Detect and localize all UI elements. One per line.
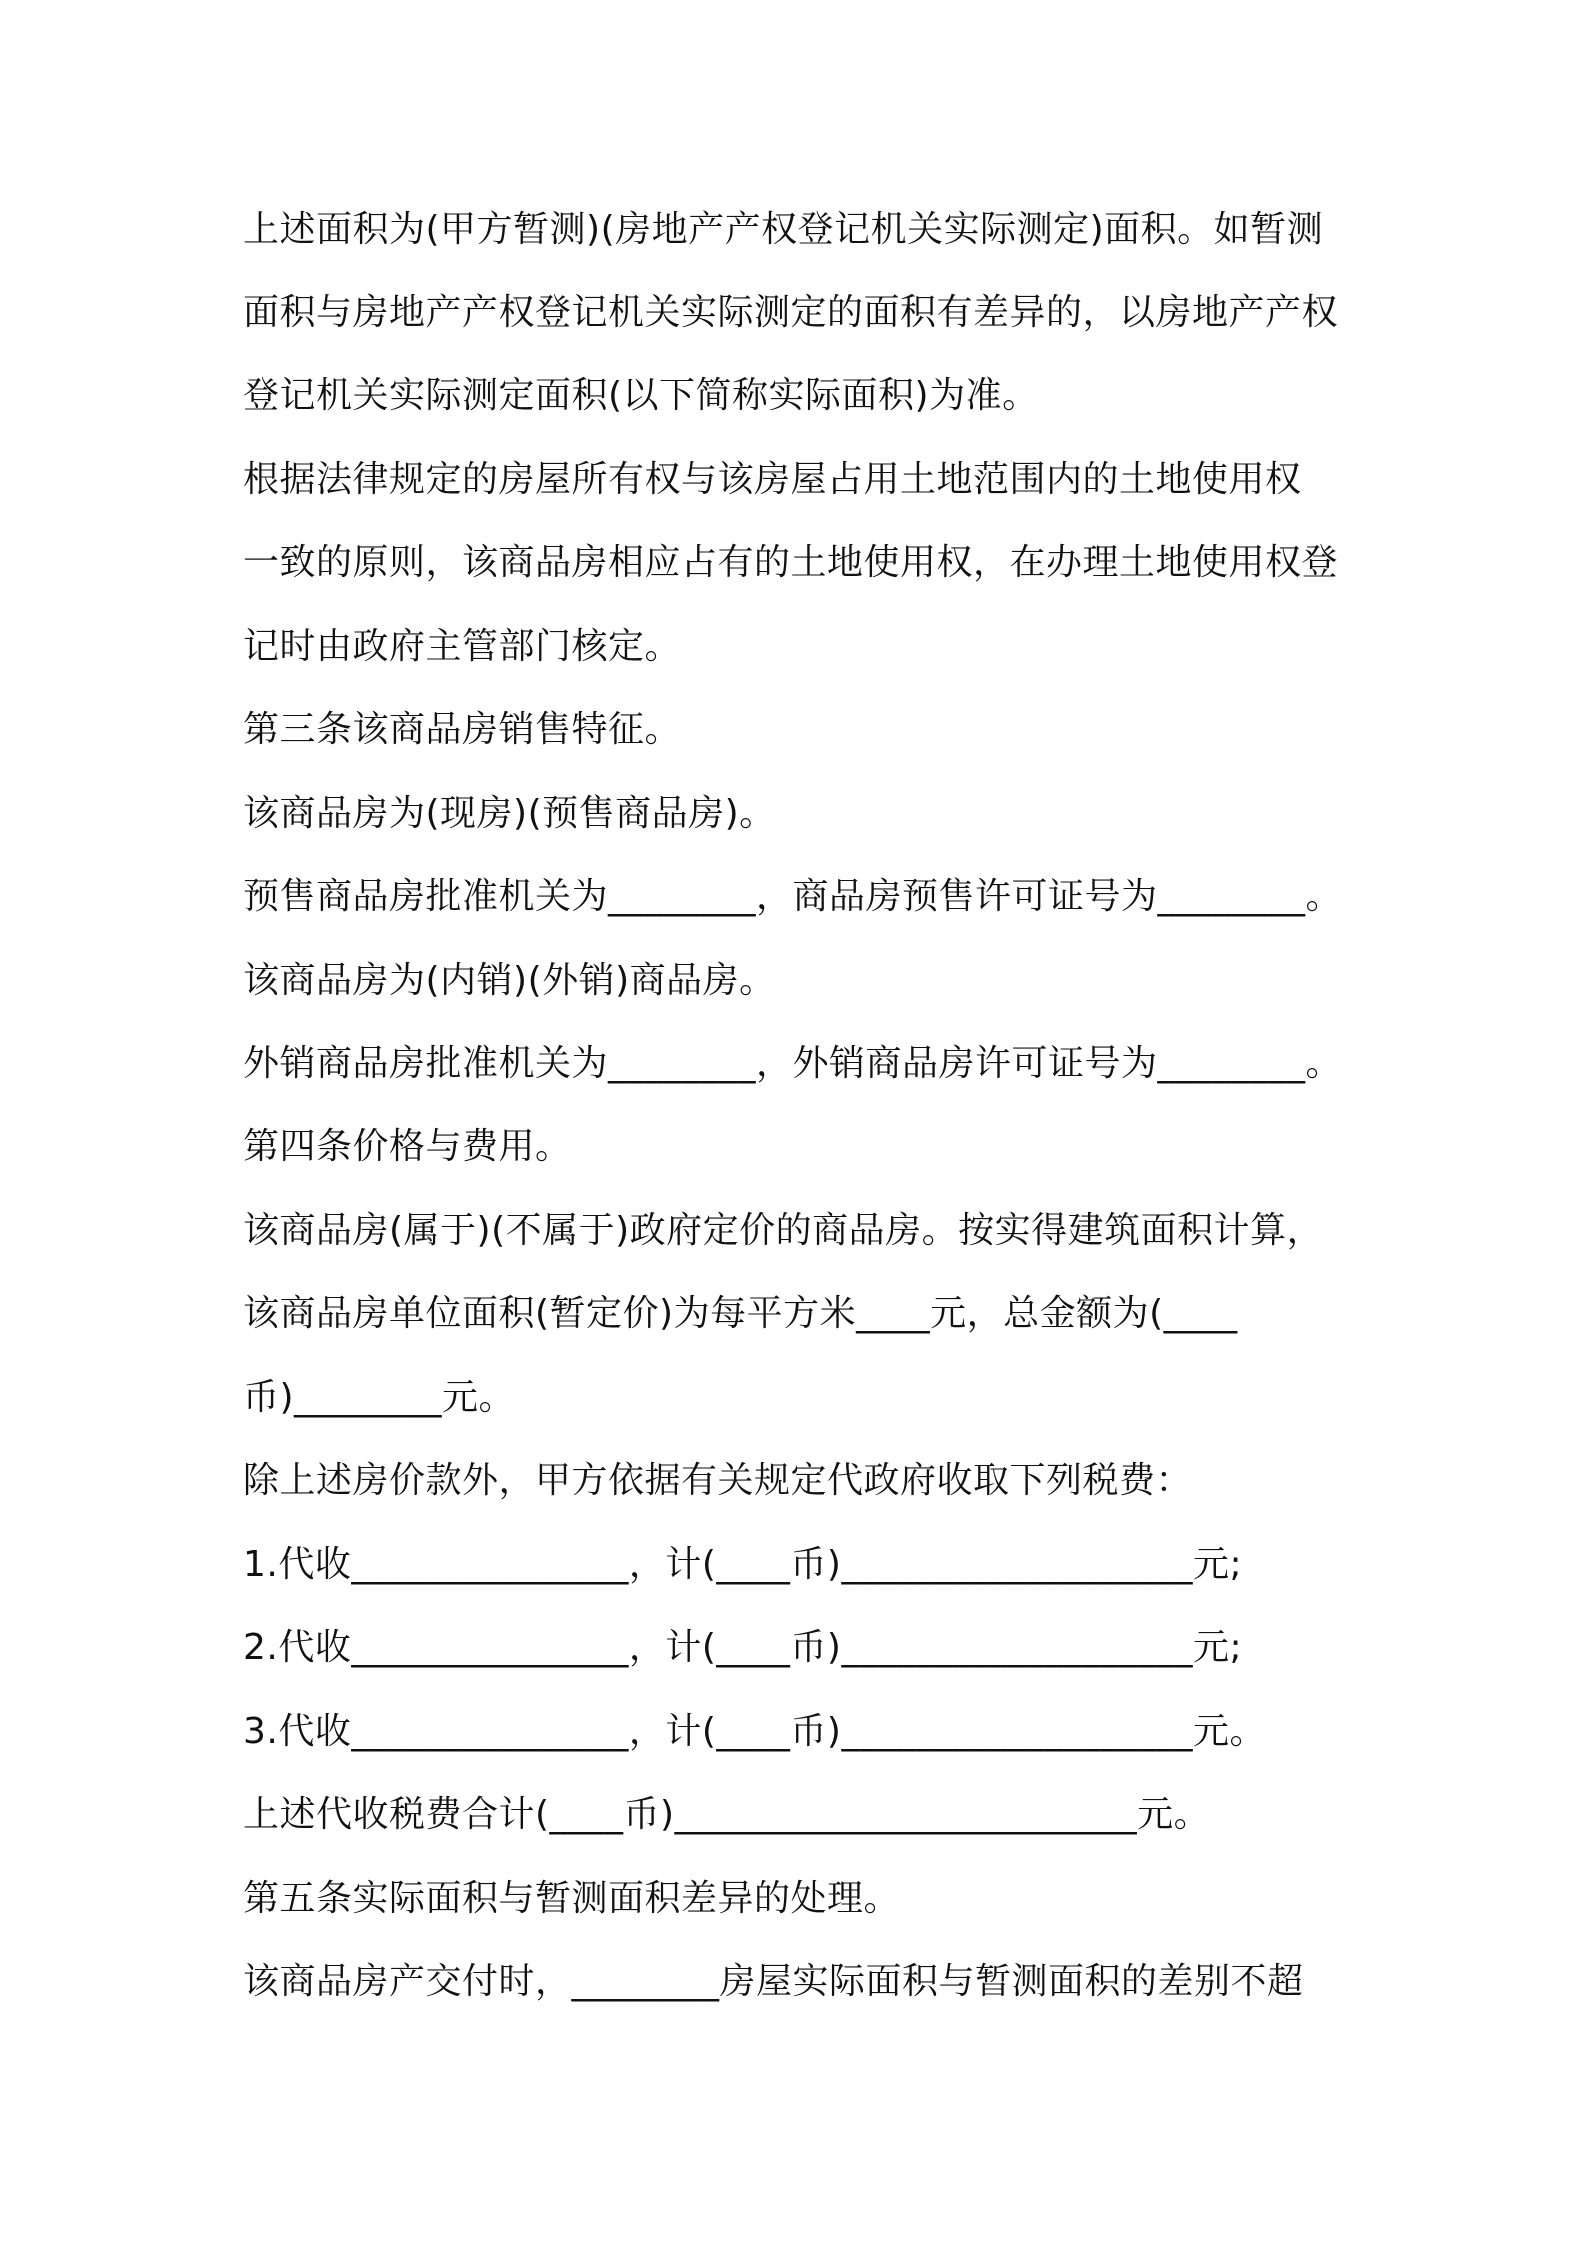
paragraph-line: 面积与房地产产权登记机关实际测定的面积有差异的，以房地产产权	[243, 292, 1339, 333]
paragraph-line: 币)________元。	[243, 1377, 516, 1418]
paragraph-line: 记时由政府主管部门核定。	[243, 626, 682, 667]
paragraph-line: 登记机关实际测定面积(以下简称实际面积)为准。	[243, 375, 1039, 416]
fee-line: 1.代收_______________，计(____币)___________________元;	[243, 1544, 1243, 1585]
paragraph-line: 该商品房为(内销)(外销)商品房。	[243, 960, 776, 1001]
article-heading: 第三条该商品房销售特征。	[243, 709, 682, 750]
paragraph-line: 该商品房产交付时，________房屋实际面积与暂测面积的差别不超	[243, 1961, 1304, 2002]
fee-line: 3.代收_______________，计(____币)___________________元。	[243, 1711, 1266, 1752]
article-heading: 第五条实际面积与暂测面积差异的处理。	[243, 1878, 901, 1919]
paragraph-line: 预售商品房批准机关为________，商品房预售许可证号为________。	[243, 876, 1343, 917]
fee-line: 2.代收_______________，计(____币)___________________元;	[243, 1627, 1243, 1668]
paragraph-line: 一致的原则，该商品房相应占有的土地使用权，在办理土地使用权登	[243, 542, 1339, 583]
paragraph-line: 根据法律规定的房屋所有权与该房屋占用土地范围内的土地使用权	[243, 459, 1302, 500]
article-heading: 第四条价格与费用。	[243, 1126, 572, 1167]
paragraph-line: 上述面积为(甲方暂测)(房地产产权登记机关实际测定)面积。如暂测	[243, 209, 1324, 250]
paragraph-line: 该商品房(属于)(不属于)政府定价的商品房。按实得建筑面积计算，	[243, 1210, 1324, 1251]
paragraph-line: 除上述房价款外，甲方依据有关规定代政府收取下列税费：	[243, 1460, 1193, 1501]
paragraph-line: 该商品房为(现房)(预售商品房)。	[243, 793, 776, 834]
paragraph-line: 外销商品房批准机关为________，外销商品房许可证号为________。	[243, 1043, 1343, 1084]
fee-total-line: 上述代收税费合计(____币)_________________________元。	[243, 1794, 1211, 1835]
paragraph-line: 该商品房单位面积(暂定价)为每平方米____元，总金额为(____	[243, 1293, 1238, 1334]
